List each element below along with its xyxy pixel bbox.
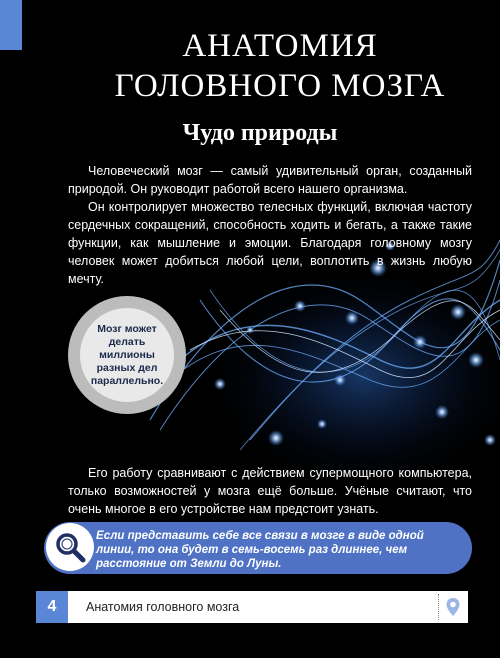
- magnifier-icon: [46, 523, 94, 571]
- paragraph-1: [68, 162, 472, 198]
- map-pin-icon: [445, 597, 461, 617]
- section-subtitle: Чудо природы: [182, 120, 338, 146]
- page-title-line-2: ГОЛОВНОГО МОЗГА: [114, 68, 446, 104]
- magnifier-icon-badge: [46, 523, 94, 571]
- corner-accent-bar: [0, 0, 22, 50]
- page-title: [80, 26, 480, 106]
- paragraph-3: [68, 464, 472, 518]
- paragraph-2-text: Он контролирует множество телесных функций, включая частоту сердечных сокращений, способность ходить и бегать, а также такие функции, как мышление и эмоции. Благодаря головному мозгу человек может добиться любой цели, воплотить в жизнь любую мечту.: [68, 200, 472, 286]
- paragraph-3-text: Его работу сравнивают с действием супермощного компьютера, только возможностей у мозга ещё больше. Учёные считают, что очень многое в его устройстве нам предстоит узнать.: [68, 466, 472, 516]
- page-title-line-1: АНАТОМИЯ: [182, 28, 378, 64]
- paragraph-2: [68, 198, 472, 288]
- fact-circle: [80, 308, 174, 402]
- fact-circle-text: Мозг может делать миллионы разных дел параллельно.: [90, 322, 164, 387]
- footer-divider: [438, 594, 439, 620]
- callout-text: Если представить себе все связи в мозге в виде одной линии, то она будет в семь-восемь раз длиннее, чем расстояние от Земли до Луны.: [96, 530, 424, 570]
- footer-title: Анатомия головного мозга: [86, 600, 240, 614]
- paragraph-1-text: Человеческий мозг — самый удивительный орган, созданный природой. Он руководит работой всего нашего организма.: [68, 164, 472, 196]
- page-number: 4: [36, 591, 68, 623]
